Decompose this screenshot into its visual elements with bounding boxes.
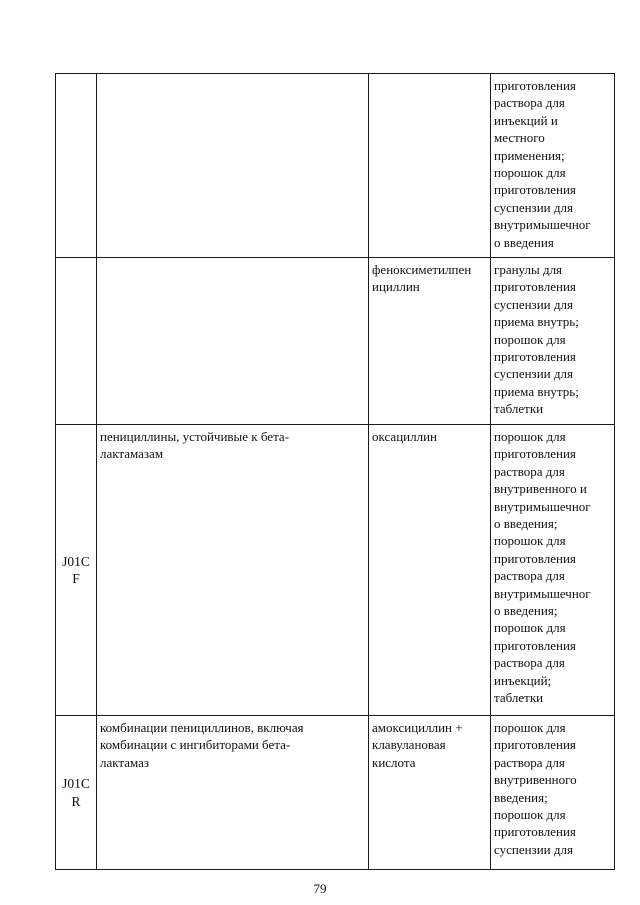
- dosage-form-line: раствора для: [494, 655, 565, 671]
- dosage-form-line: раствора для: [494, 463, 565, 479]
- group-name-cell: [97, 258, 369, 425]
- dosage-form-line: приготовления: [494, 737, 576, 753]
- dosage-form-cell: [491, 74, 615, 258]
- table-row: [56, 425, 615, 716]
- dosage-form-line: суспензии для: [494, 199, 573, 215]
- atc-code-cell: [56, 425, 97, 716]
- table-row: [56, 258, 615, 425]
- dosage-form-line: о введения;: [494, 603, 558, 619]
- dosage-form-line: раствора для: [494, 754, 565, 770]
- dosage-form-line: порошок для: [494, 165, 566, 181]
- dosage-form-line: приготовления: [494, 279, 576, 295]
- drug-name-line: амоксициллин +: [372, 720, 463, 735]
- drug-name-line: ициллин: [372, 279, 420, 295]
- dosage-form-line: приготовления: [494, 824, 576, 840]
- dosage-form-line: внутримышечног: [494, 217, 591, 233]
- dosage-form-line: внутримышечног: [494, 585, 591, 601]
- drug-name-cell: [369, 716, 491, 870]
- dosage-form-line: внутривенного: [494, 772, 577, 788]
- dosage-form-line: приготовления: [494, 637, 576, 653]
- dosage-form-line: о введения;: [494, 516, 558, 532]
- dosage-form-line: инъекций;: [494, 672, 552, 688]
- group-name-cell: [97, 425, 369, 716]
- dosage-form-line: раствора для: [494, 95, 565, 111]
- drug-name-cell: [369, 258, 491, 425]
- drug-name-cell: [369, 425, 491, 716]
- dosage-form-line: применения;: [494, 147, 565, 163]
- group-name-cell: [97, 716, 369, 870]
- drug-name-line: оксациллин: [372, 429, 437, 444]
- dosage-form-line: порошок для: [494, 533, 566, 549]
- page-number: 79: [313, 881, 327, 896]
- dosage-form-line: местного: [494, 130, 545, 146]
- atc-code-line: F: [72, 571, 80, 586]
- dosage-form-line: приготовления: [494, 182, 576, 198]
- dosage-form-line: порошок для: [494, 807, 566, 823]
- atc-code-line: J01C: [62, 553, 90, 569]
- dosage-form-line: приготовления: [494, 550, 576, 566]
- table-row: [56, 74, 615, 258]
- dosage-form-line: порошок для: [494, 620, 566, 636]
- group-name-line: лактамазам: [100, 446, 164, 462]
- dosage-form-cell: [491, 425, 615, 716]
- group-name-cell: [97, 74, 369, 258]
- dosage-form-line: таблетки: [494, 401, 544, 417]
- dosage-form-line: гранулы для: [494, 262, 563, 277]
- drug-name-line: клавулановая: [372, 737, 446, 753]
- dosage-form-line: о введения: [494, 234, 554, 250]
- group-name-line: комбинации с ингибиторами бета-: [100, 737, 291, 753]
- dosage-form-line: таблетки: [494, 690, 544, 706]
- dosage-form-line: раствора для: [494, 568, 565, 584]
- dosage-form-line: приготовления: [494, 349, 576, 365]
- dosage-form-line: порошок для: [494, 331, 566, 347]
- dosage-form-line: приема внутрь;: [494, 383, 579, 399]
- dosage-form-line: приема внутрь;: [494, 314, 579, 330]
- dosage-form-line: внутривенного и: [494, 481, 587, 497]
- group-name-line: пенициллины, устойчивые к бета-: [100, 429, 290, 444]
- drug-list-table: [55, 73, 615, 870]
- dosage-form-line: приготовления: [494, 78, 576, 93]
- dosage-form-line: приготовления: [494, 446, 576, 462]
- group-name-line: лактамаз: [100, 754, 150, 770]
- drug-name-line: феноксиметилпен: [372, 262, 472, 277]
- dosage-form-line: суспензии для: [494, 296, 573, 312]
- dosage-form-line: суспензии для: [494, 366, 573, 382]
- dosage-form-line: введения;: [494, 789, 548, 805]
- dosage-form-line: порошок для: [494, 429, 566, 444]
- table-row: [56, 716, 615, 870]
- dosage-form-cell: [491, 716, 615, 870]
- drug-name-cell: [369, 74, 491, 258]
- atc-code-line: J01C: [62, 776, 90, 792]
- dosage-form-line: внутримышечног: [494, 498, 591, 514]
- dosage-form-line: инъекций и: [494, 112, 558, 128]
- atc-code-cell: [56, 258, 97, 425]
- group-name-line: комбинации пенициллинов, включая: [100, 720, 304, 735]
- dosage-form-cell: [491, 258, 615, 425]
- atc-code-cell: [56, 74, 97, 258]
- atc-code-line: R: [71, 793, 81, 809]
- drug-name-line: кислота: [372, 754, 416, 770]
- dosage-form-line: суспензии для: [494, 841, 573, 857]
- atc-code-cell: [56, 716, 97, 870]
- dosage-form-line: порошок для: [494, 720, 566, 735]
